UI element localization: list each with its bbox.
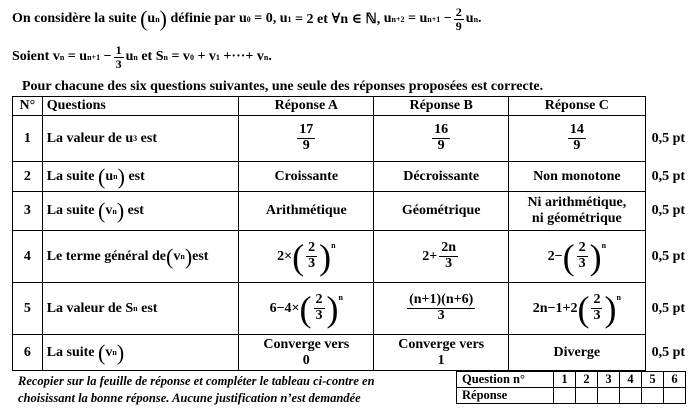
rec-mid: = u xyxy=(408,11,428,27)
frac xyxy=(407,293,475,323)
question-end: est xyxy=(192,248,209,264)
frac-b xyxy=(432,123,450,153)
paren-open: ( xyxy=(299,288,312,329)
question-seq: u xyxy=(105,168,114,184)
answer-b xyxy=(374,335,509,371)
points: 0,5 pt xyxy=(651,168,686,184)
question-text: La valeur de u xyxy=(46,130,134,146)
question-end: est xyxy=(127,203,144,218)
reponse-label: Réponse xyxy=(457,388,554,404)
def-text: définie par xyxy=(170,11,236,27)
answer-a xyxy=(239,231,374,283)
row-number: 3 xyxy=(13,192,43,231)
answer-c-line1: Ni arithmétique, xyxy=(527,195,627,210)
exponent: n xyxy=(601,240,607,250)
table-row xyxy=(13,162,692,192)
expr-pre: 2− xyxy=(547,248,563,264)
answer-a xyxy=(239,283,374,335)
rec-end-sub: n xyxy=(473,14,479,24)
answer-a: Arithmétique xyxy=(239,192,374,231)
row-number: 5 xyxy=(13,283,43,335)
answer-b xyxy=(374,231,509,283)
frac-num: 16 xyxy=(434,122,449,138)
header-row xyxy=(13,97,692,116)
v-minus: − xyxy=(103,49,112,65)
footer-line-1: Recopier sur la feuille de réponse et compléter le tableau ci-contre en xyxy=(18,374,375,388)
frac xyxy=(314,293,325,323)
question-sub: n xyxy=(112,206,117,216)
s-n-sub: n xyxy=(163,52,168,62)
exponent: n xyxy=(338,292,343,302)
frac-num: (n+1)(n+6) xyxy=(409,292,474,308)
frac-den: 3 xyxy=(578,256,586,271)
rec-end: u xyxy=(465,11,474,27)
question-end: est xyxy=(128,168,145,184)
s-plus-sub: 1 xyxy=(215,52,220,62)
frac xyxy=(439,241,458,271)
answer-slot[interactable] xyxy=(620,388,642,404)
paren-close: ) xyxy=(326,288,339,329)
answer-slot[interactable] xyxy=(642,388,664,404)
answer-b xyxy=(374,116,509,162)
response-question-row xyxy=(457,372,686,388)
frac-den: 9 xyxy=(302,138,310,153)
paren-open: ( xyxy=(140,6,148,32)
question-number: 6 xyxy=(664,372,686,388)
frac-den: 3 xyxy=(445,256,453,271)
frac-num: 2n xyxy=(441,240,457,256)
answer-slot[interactable] xyxy=(598,388,620,404)
u1: u xyxy=(279,11,288,27)
row-number: 4 xyxy=(13,231,43,283)
intro-text: On considère la suite xyxy=(12,11,137,27)
paren-close: ) xyxy=(589,236,602,277)
question-number: 2 xyxy=(576,372,598,388)
paren-open: ( xyxy=(166,243,174,269)
paren-close: ) xyxy=(184,243,193,269)
response-table xyxy=(456,371,686,404)
v-end: u xyxy=(125,49,134,65)
seq-u-sub: n xyxy=(155,14,160,24)
answer-a xyxy=(239,335,374,371)
expr-pre: 6−4× xyxy=(269,300,300,316)
answer-a: Croissante xyxy=(239,162,374,192)
row-number: 1 xyxy=(13,116,43,162)
rec-frac-den: 9 xyxy=(455,18,462,33)
instruction xyxy=(22,79,543,95)
question-end: est xyxy=(140,130,157,146)
v-end-sub: n xyxy=(133,52,138,62)
frac-den: 9 xyxy=(573,138,581,153)
frac-c xyxy=(568,123,586,153)
question-seq: v xyxy=(173,248,181,264)
frac-den: 3 xyxy=(315,308,323,323)
v-n-sub: n xyxy=(59,52,65,62)
table-row xyxy=(13,231,692,283)
question-text: La suite xyxy=(46,203,95,218)
question-cell xyxy=(42,116,239,162)
paren-open: ( xyxy=(98,339,106,365)
frac-num: 2 xyxy=(315,292,323,308)
header-b: Réponse B xyxy=(374,97,509,116)
table-row xyxy=(13,192,692,231)
frac-den: 9 xyxy=(437,138,445,153)
answer-b-line1: Converge vers xyxy=(398,336,485,352)
paren-open: ( xyxy=(292,236,305,277)
question-sub: n xyxy=(133,304,138,313)
answer-a xyxy=(239,116,374,162)
paren-close: ) xyxy=(116,198,125,223)
header-num: N° xyxy=(13,97,43,116)
answer-slot[interactable] xyxy=(554,388,576,404)
v-frac-num: 1 xyxy=(115,43,122,57)
answer-c: Diverge xyxy=(509,335,646,371)
question-cell xyxy=(42,335,239,371)
question-cell xyxy=(42,162,239,192)
answer-c xyxy=(509,116,646,162)
exponent: n xyxy=(331,240,336,250)
points: 0,5 pt xyxy=(651,344,686,360)
table-row xyxy=(13,283,692,335)
paren-close: ) xyxy=(604,288,617,329)
question-sub: 3 xyxy=(133,134,138,143)
paren-open: ( xyxy=(98,163,106,189)
paren-open: ( xyxy=(577,288,590,329)
header-pts xyxy=(645,97,691,116)
intro-line-2 xyxy=(12,44,272,70)
paren-close: ) xyxy=(116,339,125,365)
rec-fraction xyxy=(454,6,464,32)
question-number: 3 xyxy=(598,372,620,388)
answer-slot[interactable] xyxy=(576,388,598,404)
v-eq-sub: n+1 xyxy=(87,52,101,62)
frac-den: 3 xyxy=(308,256,316,271)
question-text: La suite xyxy=(46,344,95,360)
points: 0,5 pt xyxy=(651,248,686,264)
frac-num: 2 xyxy=(578,240,586,256)
table-row xyxy=(13,335,692,371)
s-eq-sub: 0 xyxy=(189,52,194,62)
answer-c xyxy=(509,283,646,335)
rec-mid-sub: n+1 xyxy=(427,14,441,24)
et-text: et xyxy=(141,49,153,65)
question-cell xyxy=(42,283,239,335)
u1-sub: 1 xyxy=(287,14,292,24)
instruction-text: Pour chacune des six questions suivantes, une seule des réponses proposées est correcte. xyxy=(22,79,544,94)
question-sub: n xyxy=(112,348,117,357)
row-number: 6 xyxy=(13,335,43,371)
question-text: Le terme général de xyxy=(46,248,167,264)
response-answer-row xyxy=(457,388,686,404)
question-number: 5 xyxy=(642,372,664,388)
paren-close: ) xyxy=(319,236,332,277)
question-end: est xyxy=(141,300,158,316)
question-sub: n xyxy=(113,172,118,181)
frac-den: 3 xyxy=(437,308,445,323)
paren-open: ( xyxy=(98,198,106,223)
question-cell xyxy=(42,192,239,231)
s-dots: +···+ v xyxy=(223,49,264,65)
answer-b xyxy=(374,283,509,335)
seq-u: u xyxy=(147,11,156,27)
frac-num: 17 xyxy=(299,122,314,138)
expr-pre: 2+ xyxy=(422,248,438,264)
v-fraction xyxy=(114,44,124,70)
answer-c xyxy=(509,231,646,283)
points: 0,5 pt xyxy=(651,203,686,218)
question-cell xyxy=(42,231,239,283)
s-dots-sub: n xyxy=(263,52,269,62)
rec-minus: − xyxy=(443,11,452,27)
question-seq: v xyxy=(105,344,113,360)
answer-a-line1: Converge vers xyxy=(263,336,350,352)
question-sub: n xyxy=(180,252,185,261)
u0-val: = 0, xyxy=(254,11,277,27)
footer-line-2: choisissant la bonne réponse. Aucune justification n’est demandée xyxy=(18,391,361,405)
exponent: n xyxy=(616,292,621,302)
answer-c-line2: ni géométrique xyxy=(531,211,622,226)
u0: u xyxy=(238,11,247,27)
s-eq: = v xyxy=(171,49,190,65)
frac-den: 3 xyxy=(593,308,601,323)
expr-pre: 2× xyxy=(277,248,293,264)
rec-lhs: u xyxy=(383,11,392,27)
answer-c xyxy=(509,192,646,231)
paren-close: ) xyxy=(117,163,125,189)
questions-table xyxy=(12,96,692,371)
s-plus: + v xyxy=(197,49,216,65)
rec-dot: . xyxy=(478,11,482,27)
answer-b: Décroissante xyxy=(374,162,509,192)
points: 0,5 pt xyxy=(651,300,686,316)
points: 0,5 pt xyxy=(651,130,686,146)
soient-text: Soient xyxy=(12,49,50,65)
answer-c: Non monotone xyxy=(509,162,646,192)
expr-pre: 2n−1+2 xyxy=(532,300,578,316)
table-row xyxy=(13,116,692,162)
frac xyxy=(306,241,317,271)
intro-line-1 xyxy=(12,6,482,32)
row-number: 2 xyxy=(13,162,43,192)
question-label: Question n° xyxy=(457,372,554,388)
question-number: 1 xyxy=(554,372,576,388)
rec-lhs-sub: n+2 xyxy=(391,14,405,24)
frac xyxy=(591,293,602,323)
footer-instructions xyxy=(18,373,375,407)
frac-num: 14 xyxy=(569,122,584,138)
answer-b: Géométrique xyxy=(374,192,509,231)
v-eq: = u xyxy=(67,49,88,65)
v-n: v xyxy=(52,49,60,65)
header-questions: Questions xyxy=(42,97,239,116)
u1-val: = 2 et ∀n ∈ ℕ, xyxy=(295,11,381,27)
question-seq: v xyxy=(105,203,113,218)
answer-a-line2: 0 xyxy=(302,352,310,368)
question-number: 4 xyxy=(620,372,642,388)
answer-slot[interactable] xyxy=(664,388,686,404)
question-text: La suite xyxy=(46,168,95,184)
frac-num: 2 xyxy=(308,240,316,256)
u0-sub: 0 xyxy=(246,14,251,24)
header-a: Réponse A xyxy=(239,97,374,116)
header-c: Réponse C xyxy=(509,97,646,116)
paren-close: ) xyxy=(159,6,167,32)
s-n: S xyxy=(155,49,164,65)
paren-open: ( xyxy=(562,236,575,277)
frac-a xyxy=(297,123,315,153)
frac-num: 2 xyxy=(593,292,601,308)
frac xyxy=(577,241,588,271)
rec-frac-num: 2 xyxy=(455,5,462,19)
answer-b-line2: 1 xyxy=(437,352,445,368)
s-dot: . xyxy=(268,49,272,65)
v-frac-den: 3 xyxy=(115,56,122,71)
question-text: La valeur de S xyxy=(46,300,134,316)
